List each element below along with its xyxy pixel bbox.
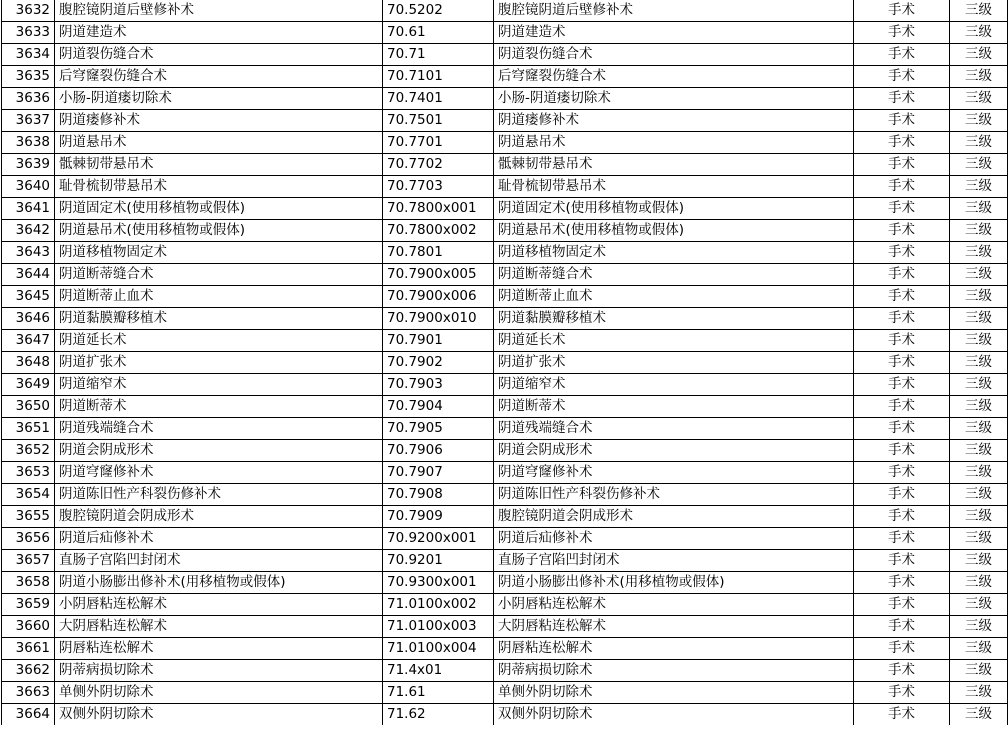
table-row[interactable] bbox=[2, 374, 1008, 396]
row-number-cell[interactable]: 3648 bbox=[2, 352, 55, 374]
procedure-level-cell[interactable]: 三级 bbox=[950, 154, 1008, 176]
procedure-level-cell[interactable]: 三级 bbox=[950, 462, 1008, 484]
procedure-level-cell[interactable]: 三级 bbox=[950, 572, 1008, 594]
procedure-type-cell[interactable]: 手术 bbox=[854, 352, 950, 374]
procedure-name-cell[interactable]: 阴道悬吊术 bbox=[55, 132, 383, 154]
procedure-code-cell[interactable]: 70.7800x002 bbox=[383, 220, 494, 242]
procedure-code-cell[interactable]: 70.7903 bbox=[383, 374, 494, 396]
procedure-level-cell[interactable]: 三级 bbox=[950, 220, 1008, 242]
procedure-type-cell[interactable]: 手术 bbox=[854, 440, 950, 462]
procedure-level-cell[interactable]: 三级 bbox=[950, 110, 1008, 132]
procedure-type-cell[interactable]: 手术 bbox=[854, 550, 950, 572]
procedure-code-cell[interactable]: 71.61 bbox=[383, 682, 494, 704]
procedure-name-cell[interactable]: 阴道移植物固定术 bbox=[55, 242, 383, 264]
procedure-level-cell[interactable]: 三级 bbox=[950, 176, 1008, 198]
procedure-type-cell[interactable]: 手术 bbox=[854, 682, 950, 704]
row-number-cell[interactable]: 3645 bbox=[2, 286, 55, 308]
row-number-cell[interactable]: 3642 bbox=[2, 220, 55, 242]
procedure-name-cell[interactable]: 双侧外阴切除术 bbox=[55, 704, 383, 726]
procedure-name-cell[interactable]: 阴道裂伤缝合术 bbox=[55, 44, 383, 66]
procedure-name-copy-cell[interactable]: 后穹窿裂伤缝合术 bbox=[494, 66, 854, 88]
table-row[interactable] bbox=[2, 660, 1008, 682]
procedure-name-cell[interactable]: 阴道会阴成形术 bbox=[55, 440, 383, 462]
procedure-name-copy-cell[interactable]: 大阴唇粘连松解术 bbox=[494, 616, 854, 638]
procedure-type-cell[interactable]: 手术 bbox=[854, 396, 950, 418]
row-number-cell[interactable]: 3639 bbox=[2, 154, 55, 176]
table-row[interactable] bbox=[2, 176, 1008, 198]
procedure-code-cell[interactable]: 70.5202 bbox=[383, 0, 494, 22]
table-row[interactable] bbox=[2, 594, 1008, 616]
procedure-name-cell[interactable]: 小阴唇粘连松解术 bbox=[55, 594, 383, 616]
procedure-level-cell[interactable]: 三级 bbox=[950, 286, 1008, 308]
procedure-type-cell[interactable]: 手术 bbox=[854, 22, 950, 44]
procedure-code-cell[interactable]: 70.7501 bbox=[383, 110, 494, 132]
procedure-type-cell[interactable]: 手术 bbox=[854, 506, 950, 528]
procedure-name-cell[interactable]: 阴道延长术 bbox=[55, 330, 383, 352]
procedure-name-copy-cell[interactable]: 小阴唇粘连松解术 bbox=[494, 594, 854, 616]
procedure-code-cell[interactable]: 70.7901 bbox=[383, 330, 494, 352]
procedure-name-copy-cell[interactable]: 阴道残端缝合术 bbox=[494, 418, 854, 440]
procedure-name-copy-cell[interactable]: 阴蒂病损切除术 bbox=[494, 660, 854, 682]
procedure-code-cell[interactable]: 70.7905 bbox=[383, 418, 494, 440]
table-row[interactable] bbox=[2, 352, 1008, 374]
row-number-cell[interactable]: 3656 bbox=[2, 528, 55, 550]
procedure-type-cell[interactable]: 手术 bbox=[854, 616, 950, 638]
procedure-name-cell[interactable]: 骶棘韧带悬吊术 bbox=[55, 154, 383, 176]
procedure-name-copy-cell[interactable]: 腹腔镜阴道后壁修补术 bbox=[494, 0, 854, 22]
procedure-name-copy-cell[interactable]: 阴道悬吊术 bbox=[494, 132, 854, 154]
procedure-level-cell[interactable]: 三级 bbox=[950, 704, 1008, 726]
procedure-type-cell[interactable]: 手术 bbox=[854, 154, 950, 176]
procedure-name-cell[interactable]: 单侧外阴切除术 bbox=[55, 682, 383, 704]
row-number-cell[interactable]: 3634 bbox=[2, 44, 55, 66]
procedure-level-cell[interactable]: 三级 bbox=[950, 198, 1008, 220]
procedure-code-cell[interactable]: 70.9300x001 bbox=[383, 572, 494, 594]
procedure-name-copy-cell[interactable]: 腹腔镜阴道会阴成形术 bbox=[494, 506, 854, 528]
procedure-level-cell[interactable]: 三级 bbox=[950, 440, 1008, 462]
procedure-type-cell[interactable]: 手术 bbox=[854, 286, 950, 308]
procedure-type-cell[interactable]: 手术 bbox=[854, 484, 950, 506]
row-number-cell[interactable]: 3635 bbox=[2, 66, 55, 88]
procedure-level-cell[interactable]: 三级 bbox=[950, 132, 1008, 154]
table-row[interactable] bbox=[2, 506, 1008, 528]
procedure-name-copy-cell[interactable]: 单侧外阴切除术 bbox=[494, 682, 854, 704]
procedure-type-cell[interactable]: 手术 bbox=[854, 88, 950, 110]
procedure-level-cell[interactable]: 三级 bbox=[950, 418, 1008, 440]
procedure-name-cell[interactable]: 阴道断蒂止血术 bbox=[55, 286, 383, 308]
procedure-level-cell[interactable]: 三级 bbox=[950, 484, 1008, 506]
table-row[interactable] bbox=[2, 22, 1008, 44]
row-number-cell[interactable]: 3632 bbox=[2, 0, 55, 22]
procedure-level-cell[interactable]: 三级 bbox=[950, 638, 1008, 660]
procedure-level-cell[interactable]: 三级 bbox=[950, 660, 1008, 682]
table-row[interactable] bbox=[2, 264, 1008, 286]
table-row[interactable] bbox=[2, 44, 1008, 66]
procedure-name-copy-cell[interactable]: 直肠子宫陷凹封闭术 bbox=[494, 550, 854, 572]
procedure-code-cell[interactable]: 70.9200x001 bbox=[383, 528, 494, 550]
procedure-type-cell[interactable]: 手术 bbox=[854, 638, 950, 660]
procedure-name-copy-cell[interactable]: 阴道缩窄术 bbox=[494, 374, 854, 396]
procedure-type-cell[interactable]: 手术 bbox=[854, 308, 950, 330]
procedure-name-copy-cell[interactable]: 骶棘韧带悬吊术 bbox=[494, 154, 854, 176]
table-row[interactable] bbox=[2, 528, 1008, 550]
procedure-name-copy-cell[interactable]: 耻骨梳韧带悬吊术 bbox=[494, 176, 854, 198]
procedure-code-cell[interactable]: 70.7702 bbox=[383, 154, 494, 176]
procedure-name-copy-cell[interactable]: 阴道会阴成形术 bbox=[494, 440, 854, 462]
procedure-type-cell[interactable]: 手术 bbox=[854, 220, 950, 242]
procedure-code-cell[interactable]: 71.0100x003 bbox=[383, 616, 494, 638]
row-number-cell[interactable]: 3649 bbox=[2, 374, 55, 396]
table-row[interactable] bbox=[2, 132, 1008, 154]
procedure-code-cell[interactable]: 70.7900x010 bbox=[383, 308, 494, 330]
procedure-type-cell[interactable]: 手术 bbox=[854, 660, 950, 682]
table-row[interactable] bbox=[2, 198, 1008, 220]
procedure-name-copy-cell[interactable]: 阴唇粘连松解术 bbox=[494, 638, 854, 660]
table-body bbox=[2, 0, 1008, 725]
procedure-type-cell[interactable]: 手术 bbox=[854, 594, 950, 616]
procedure-code-cell[interactable]: 71.62 bbox=[383, 704, 494, 726]
table-row[interactable] bbox=[2, 242, 1008, 264]
procedure-code-cell[interactable]: 70.61 bbox=[383, 22, 494, 44]
procedure-code-cell[interactable]: 71.4x01 bbox=[383, 660, 494, 682]
table-row[interactable] bbox=[2, 440, 1008, 462]
row-number-cell[interactable]: 3647 bbox=[2, 330, 55, 352]
procedure-type-cell[interactable]: 手术 bbox=[854, 110, 950, 132]
procedure-name-cell[interactable]: 阴道黏膜瓣移植术 bbox=[55, 308, 383, 330]
procedure-type-cell[interactable]: 手术 bbox=[854, 264, 950, 286]
row-number-cell[interactable]: 3637 bbox=[2, 110, 55, 132]
procedure-code-cell[interactable]: 70.7906 bbox=[383, 440, 494, 462]
procedure-level-cell[interactable]: 三级 bbox=[950, 88, 1008, 110]
procedure-name-copy-cell[interactable]: 阴道裂伤缝合术 bbox=[494, 44, 854, 66]
table-row[interactable] bbox=[2, 66, 1008, 88]
procedure-level-cell[interactable]: 三级 bbox=[950, 528, 1008, 550]
procedure-level-cell[interactable]: 三级 bbox=[950, 396, 1008, 418]
procedure-code-cell[interactable]: 70.7101 bbox=[383, 66, 494, 88]
procedure-table bbox=[1, 0, 1008, 725]
procedure-code-cell[interactable]: 70.71 bbox=[383, 44, 494, 66]
procedure-name-cell[interactable]: 阴唇粘连松解术 bbox=[55, 638, 383, 660]
procedure-code-cell[interactable]: 70.7801 bbox=[383, 242, 494, 264]
table-row[interactable] bbox=[2, 330, 1008, 352]
procedure-name-copy-cell[interactable]: 阴道断蒂术 bbox=[494, 396, 854, 418]
row-number-cell[interactable]: 3633 bbox=[2, 22, 55, 44]
table-row[interactable] bbox=[2, 396, 1008, 418]
procedure-type-cell[interactable]: 手术 bbox=[854, 572, 950, 594]
row-number-cell[interactable]: 3664 bbox=[2, 704, 55, 726]
row-number-cell[interactable]: 3646 bbox=[2, 308, 55, 330]
procedure-type-cell[interactable]: 手术 bbox=[854, 66, 950, 88]
procedure-name-copy-cell[interactable]: 阴道延长术 bbox=[494, 330, 854, 352]
table-row[interactable] bbox=[2, 616, 1008, 638]
procedure-name-cell[interactable]: 阴蒂病损切除术 bbox=[55, 660, 383, 682]
procedure-code-cell[interactable]: 70.7401 bbox=[383, 88, 494, 110]
table-row[interactable] bbox=[2, 110, 1008, 132]
table-row[interactable] bbox=[2, 220, 1008, 242]
procedure-level-cell[interactable]: 三级 bbox=[950, 550, 1008, 572]
row-number-cell[interactable]: 3644 bbox=[2, 264, 55, 286]
procedure-name-copy-cell[interactable]: 阴道小肠膨出修补术(用移植物或假体) bbox=[494, 572, 854, 594]
procedure-type-cell[interactable]: 手术 bbox=[854, 242, 950, 264]
procedure-code-cell[interactable]: 70.7907 bbox=[383, 462, 494, 484]
table-row[interactable] bbox=[2, 638, 1008, 660]
procedure-name-copy-cell[interactable]: 阴道后疝修补术 bbox=[494, 528, 854, 550]
row-number-cell[interactable]: 3640 bbox=[2, 176, 55, 198]
row-number-cell[interactable]: 3662 bbox=[2, 660, 55, 682]
procedure-name-copy-cell[interactable]: 阴道移植物固定术 bbox=[494, 242, 854, 264]
procedure-name-cell[interactable]: 阴道建造术 bbox=[55, 22, 383, 44]
table-row[interactable] bbox=[2, 0, 1008, 22]
row-number-cell[interactable]: 3658 bbox=[2, 572, 55, 594]
procedure-name-cell[interactable]: 阴道悬吊术(使用移植物或假体) bbox=[55, 220, 383, 242]
procedure-level-cell[interactable]: 三级 bbox=[950, 44, 1008, 66]
procedure-type-cell[interactable]: 手术 bbox=[854, 330, 950, 352]
procedure-name-copy-cell[interactable]: 小肠-阴道瘘切除术 bbox=[494, 88, 854, 110]
procedure-level-cell[interactable]: 三级 bbox=[950, 506, 1008, 528]
row-number-cell[interactable]: 3659 bbox=[2, 594, 55, 616]
procedure-level-cell[interactable]: 三级 bbox=[950, 374, 1008, 396]
procedure-code-cell[interactable]: 70.7904 bbox=[383, 396, 494, 418]
row-number-cell[interactable]: 3651 bbox=[2, 418, 55, 440]
procedure-type-cell[interactable]: 手术 bbox=[854, 374, 950, 396]
procedure-type-cell[interactable]: 手术 bbox=[854, 704, 950, 726]
row-number-cell[interactable]: 3654 bbox=[2, 484, 55, 506]
procedure-type-cell[interactable]: 手术 bbox=[854, 132, 950, 154]
procedure-name-cell[interactable]: 腹腔镜阴道后壁修补术 bbox=[55, 0, 383, 22]
procedure-name-cell[interactable]: 阴道固定术(使用移植物或假体) bbox=[55, 198, 383, 220]
procedure-code-cell[interactable]: 70.7909 bbox=[383, 506, 494, 528]
procedure-name-copy-cell[interactable]: 阴道建造术 bbox=[494, 22, 854, 44]
table-row[interactable] bbox=[2, 88, 1008, 110]
procedure-name-copy-cell[interactable]: 阴道断蒂缝合术 bbox=[494, 264, 854, 286]
procedure-level-cell[interactable]: 三级 bbox=[950, 264, 1008, 286]
table-row[interactable] bbox=[2, 154, 1008, 176]
procedure-name-copy-cell[interactable]: 阴道黏膜瓣移植术 bbox=[494, 308, 854, 330]
procedure-name-copy-cell[interactable]: 阴道穹窿修补术 bbox=[494, 462, 854, 484]
row-number-cell[interactable]: 3641 bbox=[2, 198, 55, 220]
procedure-code-cell[interactable]: 70.7902 bbox=[383, 352, 494, 374]
table-row[interactable] bbox=[2, 308, 1008, 330]
procedure-level-cell[interactable]: 三级 bbox=[950, 594, 1008, 616]
procedure-name-cell[interactable]: 阴道断蒂缝合术 bbox=[55, 264, 383, 286]
procedure-name-cell[interactable]: 大阴唇粘连松解术 bbox=[55, 616, 383, 638]
row-number-cell[interactable]: 3657 bbox=[2, 550, 55, 572]
row-number-cell[interactable]: 3660 bbox=[2, 616, 55, 638]
procedure-name-cell[interactable]: 阴道小肠膨出修补术(用移植物或假体) bbox=[55, 572, 383, 594]
procedure-name-copy-cell[interactable]: 阴道悬吊术(使用移植物或假体) bbox=[494, 220, 854, 242]
procedure-level-cell[interactable]: 三级 bbox=[950, 352, 1008, 374]
row-number-cell[interactable]: 3643 bbox=[2, 242, 55, 264]
procedure-type-cell[interactable]: 手术 bbox=[854, 198, 950, 220]
procedure-level-cell[interactable]: 三级 bbox=[950, 682, 1008, 704]
row-number-cell[interactable]: 3655 bbox=[2, 506, 55, 528]
procedure-level-cell[interactable]: 三级 bbox=[950, 0, 1008, 22]
procedure-name-cell[interactable]: 阴道扩张术 bbox=[55, 352, 383, 374]
procedure-name-copy-cell[interactable]: 阴道断蒂止血术 bbox=[494, 286, 854, 308]
procedure-name-copy-cell[interactable]: 双侧外阴切除术 bbox=[494, 704, 854, 726]
table-row[interactable] bbox=[2, 704, 1008, 726]
procedure-name-cell[interactable]: 后穹窿裂伤缝合术 bbox=[55, 66, 383, 88]
row-number-cell[interactable]: 3636 bbox=[2, 88, 55, 110]
procedure-name-cell[interactable]: 阴道残端缝合术 bbox=[55, 418, 383, 440]
procedure-type-cell[interactable]: 手术 bbox=[854, 528, 950, 550]
procedure-level-cell[interactable]: 三级 bbox=[950, 330, 1008, 352]
table-row[interactable] bbox=[2, 682, 1008, 704]
table-row[interactable] bbox=[2, 572, 1008, 594]
row-number-cell[interactable]: 3638 bbox=[2, 132, 55, 154]
procedure-name-cell[interactable]: 阴道陈旧性产科裂伤修补术 bbox=[55, 484, 383, 506]
row-number-cell[interactable]: 3663 bbox=[2, 682, 55, 704]
procedure-name-cell[interactable]: 阴道断蒂术 bbox=[55, 396, 383, 418]
row-number-cell[interactable]: 3652 bbox=[2, 440, 55, 462]
table-row[interactable] bbox=[2, 550, 1008, 572]
procedure-name-copy-cell[interactable]: 阴道固定术(使用移植物或假体) bbox=[494, 198, 854, 220]
procedure-type-cell[interactable]: 手术 bbox=[854, 418, 950, 440]
procedure-name-cell[interactable]: 阴道后疝修补术 bbox=[55, 528, 383, 550]
procedure-level-cell[interactable]: 三级 bbox=[950, 616, 1008, 638]
procedure-name-cell[interactable]: 腹腔镜阴道会阴成形术 bbox=[55, 506, 383, 528]
procedure-code-cell[interactable]: 70.7800x001 bbox=[383, 198, 494, 220]
procedure-name-copy-cell[interactable]: 阴道陈旧性产科裂伤修补术 bbox=[494, 484, 854, 506]
procedure-code-cell[interactable]: 70.7900x005 bbox=[383, 264, 494, 286]
procedure-code-cell[interactable]: 70.7900x006 bbox=[383, 286, 494, 308]
procedure-code-cell[interactable]: 70.7908 bbox=[383, 484, 494, 506]
table-row[interactable] bbox=[2, 484, 1008, 506]
table-row[interactable] bbox=[2, 462, 1008, 484]
row-number-cell[interactable]: 3650 bbox=[2, 396, 55, 418]
procedure-name-copy-cell[interactable]: 阴道瘘修补术 bbox=[494, 110, 854, 132]
row-number-cell[interactable]: 3653 bbox=[2, 462, 55, 484]
procedure-name-cell[interactable]: 直肠子宫陷凹封闭术 bbox=[55, 550, 383, 572]
table-row[interactable] bbox=[2, 418, 1008, 440]
procedure-level-cell[interactable]: 三级 bbox=[950, 22, 1008, 44]
table-row[interactable] bbox=[2, 286, 1008, 308]
procedure-name-cell[interactable]: 阴道穹窿修补术 bbox=[55, 462, 383, 484]
procedure-code-cell[interactable]: 70.9201 bbox=[383, 550, 494, 572]
procedure-code-cell[interactable]: 71.0100x004 bbox=[383, 638, 494, 660]
procedure-name-cell[interactable]: 小肠-阴道瘘切除术 bbox=[55, 88, 383, 110]
procedure-type-cell[interactable]: 手术 bbox=[854, 462, 950, 484]
procedure-name-copy-cell[interactable]: 阴道扩张术 bbox=[494, 352, 854, 374]
procedure-code-cell[interactable]: 71.0100x002 bbox=[383, 594, 494, 616]
procedure-level-cell[interactable]: 三级 bbox=[950, 308, 1008, 330]
procedure-code-cell[interactable]: 70.7703 bbox=[383, 176, 494, 198]
procedure-level-cell[interactable]: 三级 bbox=[950, 66, 1008, 88]
procedure-level-cell[interactable]: 三级 bbox=[950, 242, 1008, 264]
procedure-name-cell[interactable]: 阴道缩窄术 bbox=[55, 374, 383, 396]
procedure-code-cell[interactable]: 70.7701 bbox=[383, 132, 494, 154]
procedure-type-cell[interactable]: 手术 bbox=[854, 0, 950, 22]
procedure-name-cell[interactable]: 阴道瘘修补术 bbox=[55, 110, 383, 132]
procedure-type-cell[interactable]: 手术 bbox=[854, 44, 950, 66]
procedure-name-cell[interactable]: 耻骨梳韧带悬吊术 bbox=[55, 176, 383, 198]
row-number-cell[interactable]: 3661 bbox=[2, 638, 55, 660]
procedure-type-cell[interactable]: 手术 bbox=[854, 176, 950, 198]
